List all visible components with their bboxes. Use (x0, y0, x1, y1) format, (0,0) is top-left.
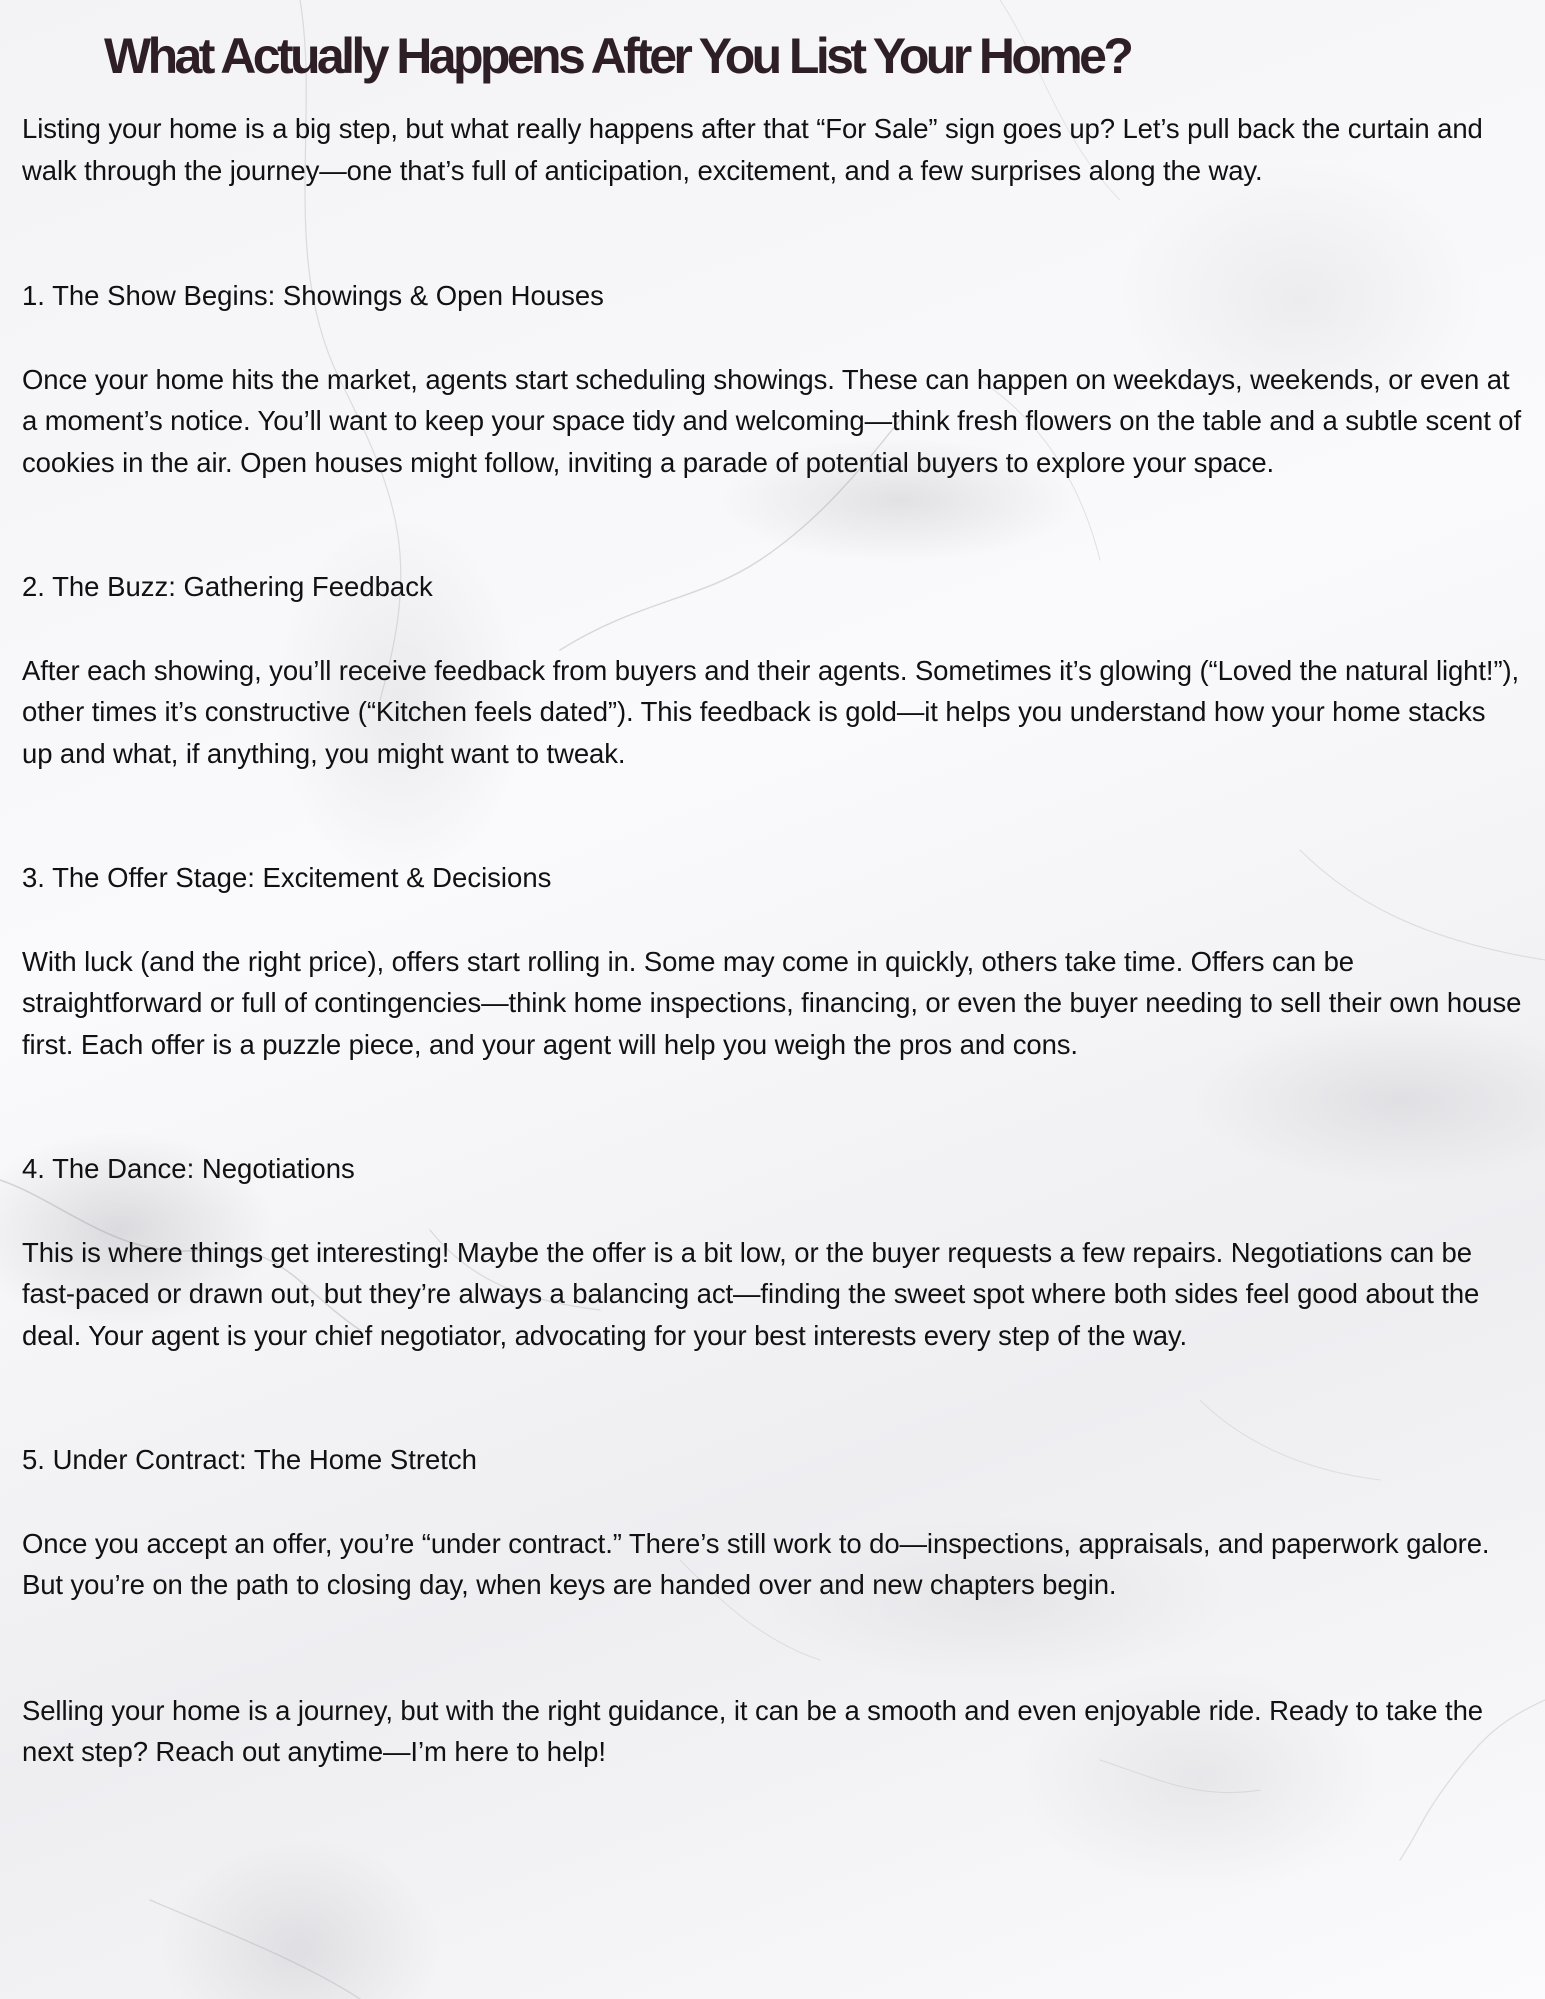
section-heading: 2. The Buzz: Gathering Feedback (22, 571, 433, 602)
section-heading: 3. The Offer Stage: Excitement & Decisions (22, 862, 552, 893)
section-body: This is where things get interesting! Maybe the offer is a bit low, or the buyer requests a few repairs. Negotiations can be fast-paced or drawn out, but they’re always a balancing act—finding the sweet spot where both sides feel good about the deal. Your agent is your chief negotiator, advocating for your best interests every step of the way. (22, 1236, 1480, 1351)
closing-paragraph: Selling your home is a journey, but with the right guidance, it can be a smooth and even enjoyable ride. Ready to take the next step? Reach out anytime—I’m here to help! (22, 1694, 1483, 1767)
section-5 (22, 1439, 1523, 1606)
section-body: Once you accept an offer, you’re “under contract.” There’s still work to do—inspections, appraisals, and paperwork galore. But you’re on the path to closing day, when keys are handed over and new chapters begin. (22, 1527, 1490, 1600)
section-1 (22, 275, 1523, 483)
section-body: After each showing, you’ll receive feedback from buyers and their agents. Sometimes it’s glowing (“Loved the natural light!”), other times it’s constructive (“Kitchen feels dated”). This feedback is gold—it helps you understand how your home stacks up and what, if anything, you might want to tweak. (22, 654, 1520, 769)
section-heading: 1. The Show Begins: Showings & Open Houses (22, 280, 604, 311)
section-heading: 4. The Dance: Negotiations (22, 1153, 355, 1184)
section-2 (22, 566, 1523, 774)
section-body: With luck (and the right price), offers start rolling in. Some may come in quickly, others take time. Offers can be straightforward or full of contingencies—think home inspections, financing, or even the buyer needing to sell their own house first. Each offer is a puzzle piece, and your agent will help you weigh the pros and cons. (22, 945, 1522, 1060)
page-title: What Actually Happens After You List Your Home? (104, 28, 1131, 84)
section-4 (22, 1148, 1523, 1356)
intro-paragraph: Listing your home is a big step, but what really happens after that “For Sale” sign goes up? Let’s pull back the curtain and walk through the journey—one that’s full of anticipation, excitement, and a few surprises along the way. (22, 113, 1483, 186)
section-3 (22, 857, 1523, 1065)
section-body: Once your home hits the market, agents start scheduling showings. These can happen on weekdays, weekends, or even at a moment’s notice. You’ll want to keep your space tidy and welcoming—think fresh flowers on the table and a subtle scent of cookies in the air. Open houses might follow, inviting a parade of potential buyers to explore your space. (22, 363, 1522, 478)
section-heading: 5. Under Contract: The Home Stretch (22, 1444, 477, 1475)
